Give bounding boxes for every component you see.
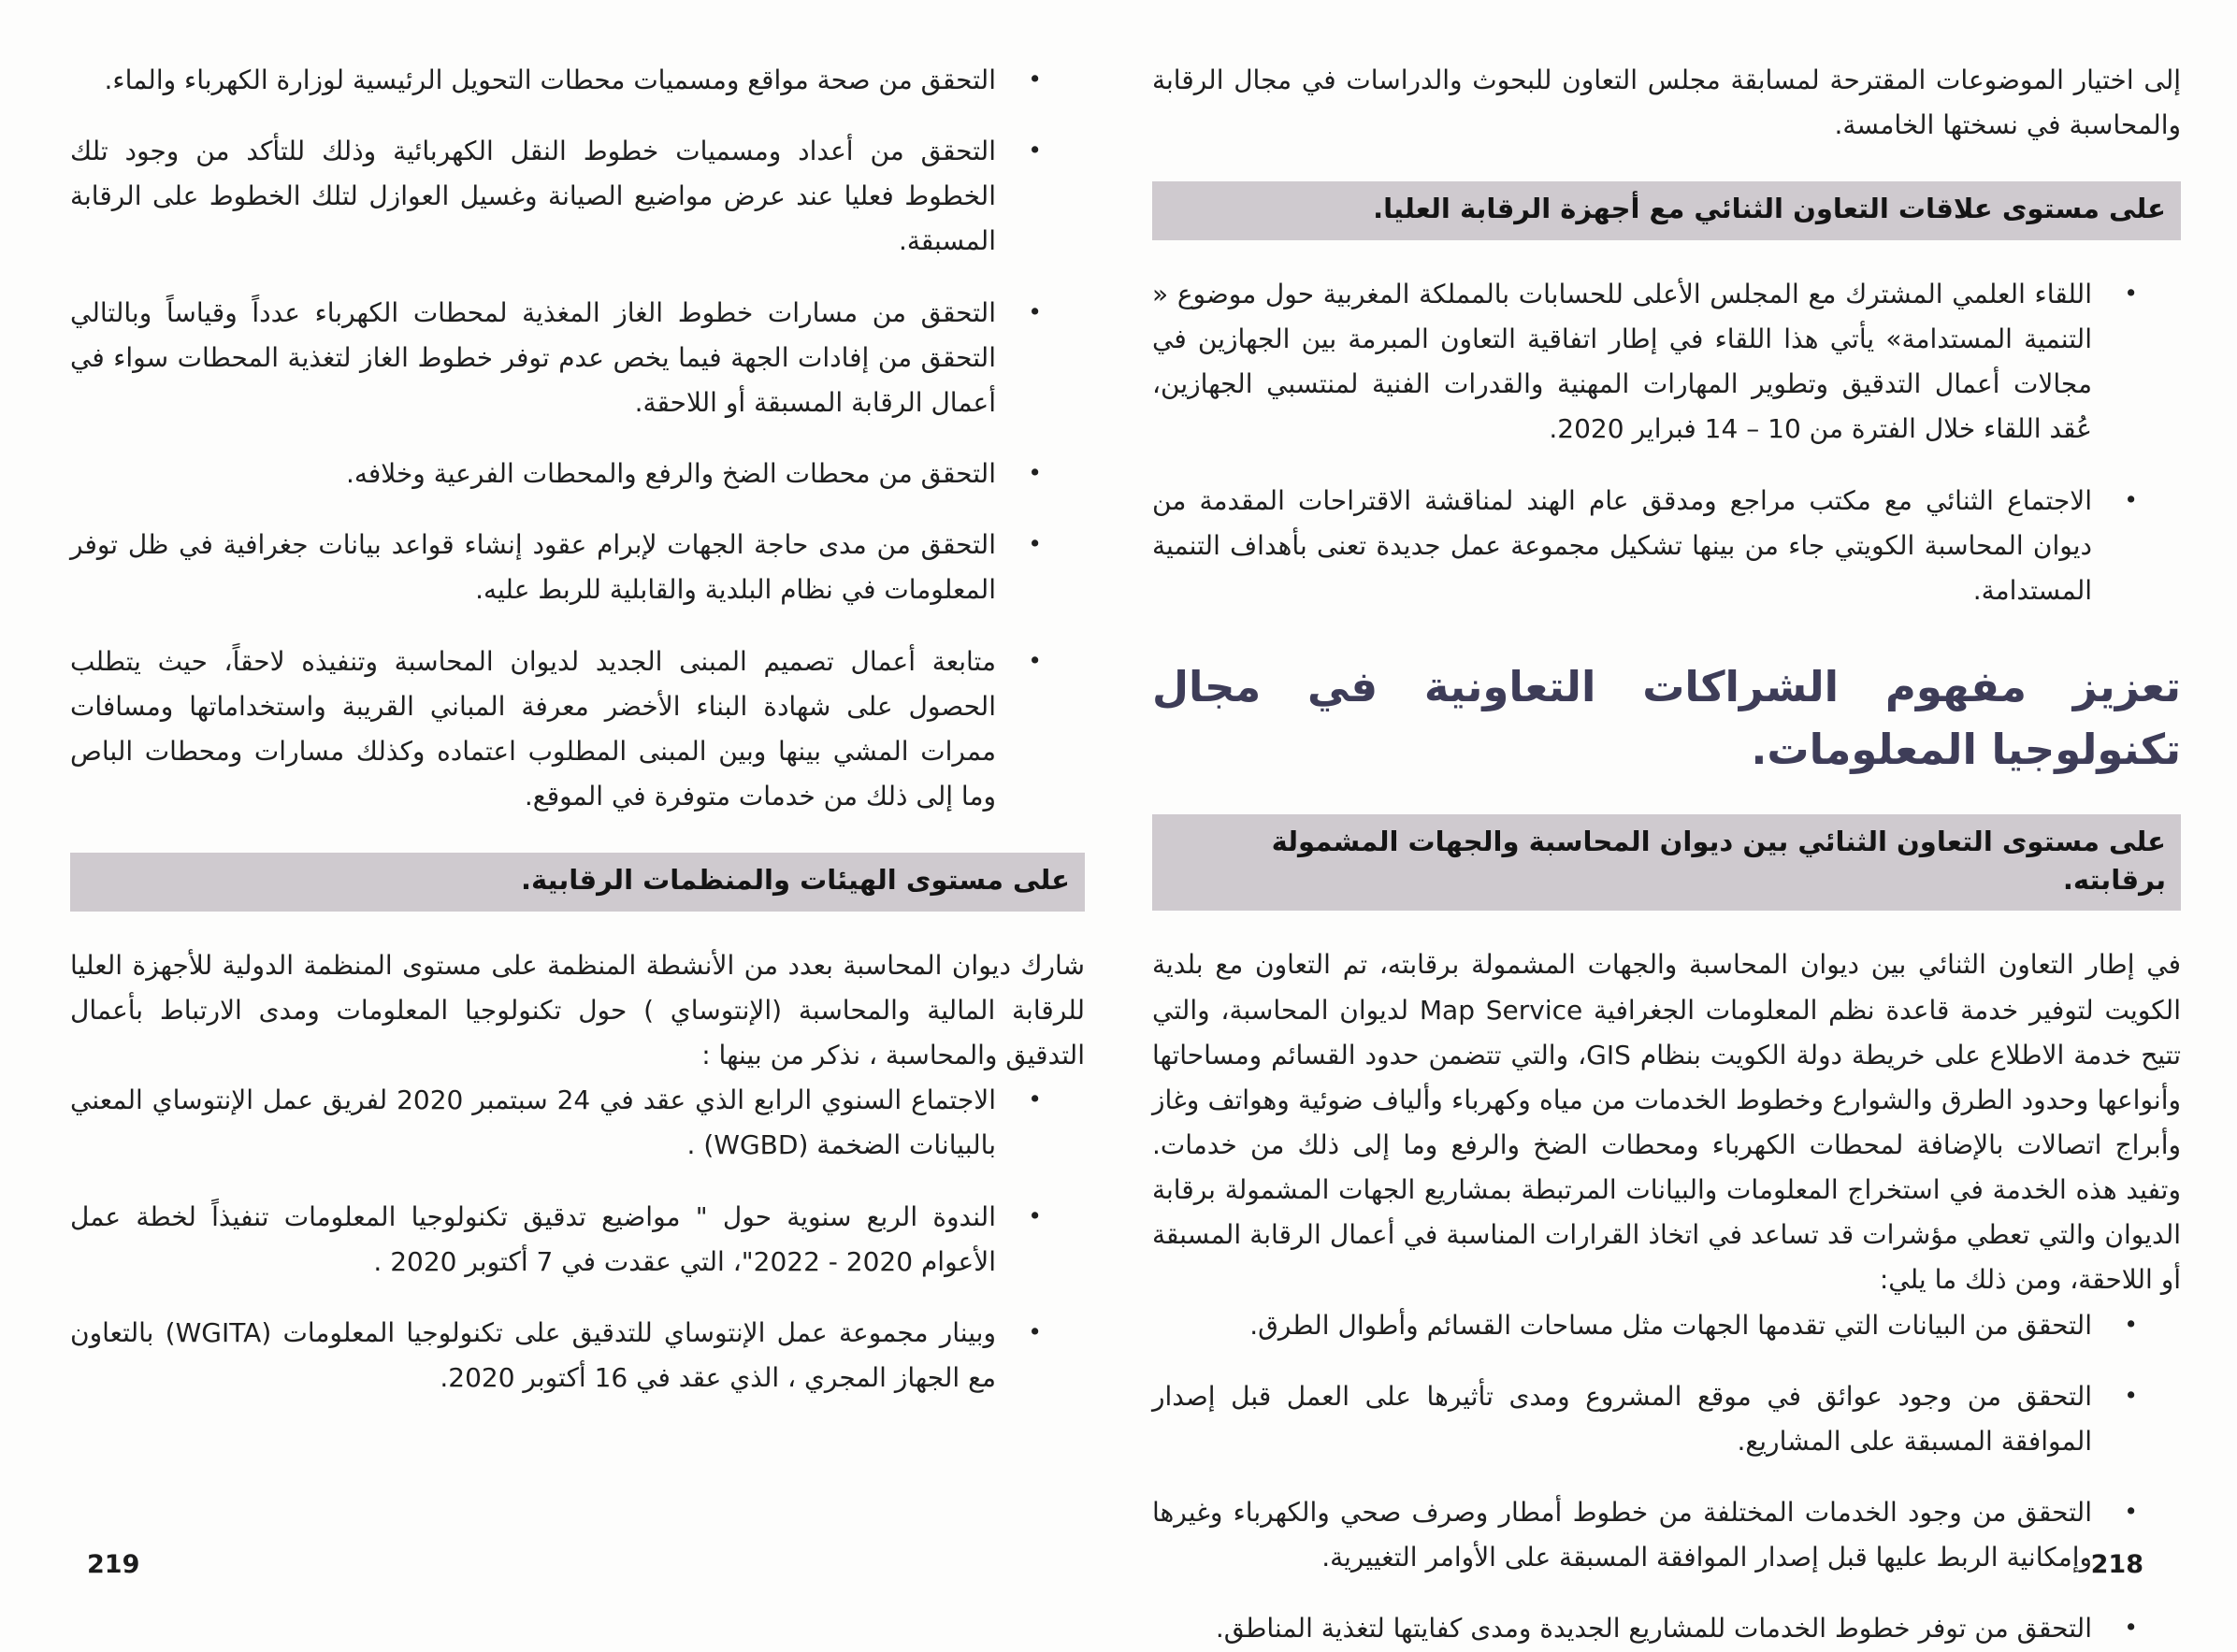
gis-verification-bullet-list bbox=[1152, 1303, 2181, 1652]
bullet-item: • متابعة أعمال تصميم المبنى الجديد لديوان المحاسبة وتنفيذه لاحقاً، حيث يتطلب الحصول على شهادة البناء الأخضر معرفة المباني القريبة واستخداماتها ومسافات ممرات المشي بينها وبين المبنى المطلوب اعتماده وكذلك مسارات ومحطات الباص وما إلى ذلك من خدمات متوفرة في الموقع. bbox=[70, 639, 1085, 820]
bullet-item: • التحقق من محطات الضخ والرفع والمحطات الفرعية وخلافه. bbox=[70, 452, 1085, 496]
audit-verification-bullet-list bbox=[70, 58, 1085, 819]
bullet-item: • التحقق من صحة مواقع ومسميات محطات التحويل الرئيسية لوزارة الكهرباء والماء. bbox=[70, 58, 1085, 103]
intosai-activities-paragraph: شارك ديوان المحاسبة بعدد من الأنشطة المنظمة على مستوى المنظمة الدولية للأجهزة العليا للرقابة المالية والمحاسبة (الإنتوساي ) حول تكنولوجيا المعلومات ومدى الارتباط بأعمال التدقيق والمحاسبة ، نذكر من بينها : bbox=[70, 949, 1085, 1071]
bullet-item: • الاجتماع السنوي الرابع الذي عقد في 24 سبتمبر 2020 لفريق عمل الإنتوساي المعني بالبيانات الضخمة (WGBD) . bbox=[70, 1078, 1085, 1168]
bullet-item: • الندوة الربع سنوية حول " مواضيع تدقيق تكنولوجيا المعلومات تنفيذاً لخطة عمل الأعوام 2020 - 2022"، التي عقدت في 7 أكتوبر 2020 . bbox=[70, 1195, 1085, 1285]
section-header-text: على مستوى الهيئات والمنظمات الرقابية. bbox=[520, 864, 1070, 897]
gis-map-service-paragraph: في إطار التعاون الثنائي بين ديوان المحاسبة والجهات المشمولة برقابته، تم التعاون مع بلدية الكويت لتوفير خدمة قاعدة نظم المعلومات الجغرافية Map Service لديوان المحاسبة، والتي تتيح خدمة الاطلاع على خريطة دولة الكويت بنظام GIS، والتي تتضمن حدود القسائم ومساحاتها وأنواعها وحدود الطرق والشوارع وخطوط الخدمات من مياه وكهرباء وألياف ضوئية وهواتف وغاز وأبراج اتصالات بالإضافة لمحطات الكهرباء ومحطات الضخ والرفع وما إلى ذلك من خدمات. وتفيد هذه الخدمة في استخراج المعلومات والبيانات المرتبطة بمشاريع الجهات المشمولة برقابة الديوان والتي تعطي مؤشرات قد تساعد في اتخاذ القرارات المناسبة في أعمال الرقابة المسبقة أو اللاحقة، ومن ذلك ما يلي: bbox=[1152, 949, 2181, 1296]
page-number-left: 219 bbox=[87, 1550, 140, 1579]
section-header-text: على مستوى علاقات التعاون الثنائي مع أجهزة الرقابة العليا. bbox=[1373, 193, 2166, 225]
page-left-219 bbox=[70, 0, 1085, 1626]
bullet-item: • التحقق من وجود عوائق في موقع المشروع ومدى تأثيرها على العمل قبل إصدار الموافقة المسبقة على المشاريع. bbox=[1152, 1374, 2181, 1464]
section-header-bilateral-sai-cooperation bbox=[1152, 181, 2181, 240]
page-right-content bbox=[1152, 0, 2181, 1652]
bullet-item: • التحقق من وجود الخدمات المختلفة من خطوط أمطار وصرف صحي والكهرباء وغيرها وإمكانية الربط عليها قبل إصدار الموافقة المسبقة على الأوامر التغييرية. bbox=[1152, 1490, 2181, 1580]
chapter-title-it-partnerships: تعزيز مفهوم الشراكات التعاونية في مجال تكنولوجيا المعلومات. bbox=[1152, 662, 2181, 774]
page-number-right: 218 bbox=[2090, 1550, 2143, 1579]
bullet-item: • التحقق من البيانات التي تقدمها الجهات مثل مساحات القسائم وأطوال الطرق. bbox=[1152, 1303, 2181, 1348]
intosai-events-bullet-list bbox=[70, 1078, 1085, 1401]
bilateral-cooperation-bullet-list bbox=[1152, 272, 2181, 613]
bullet-item: • التحقق من أعداد ومسميات خطوط النقل الكهربائية وذلك للتأكد من وجود تلك الخطوط فعليا عند عرض مواضيع الصيانة وغسيل العوازل لتلك الخطوط على الرقابة المسبقة. bbox=[70, 129, 1085, 264]
page-right-218 bbox=[1152, 0, 2181, 1645]
bullet-item: • التحقق من مدى حاجة الجهات لإبرام عقود إنشاء قواعد بيانات جغرافية في ظل توفر المعلومات في نظام البلدية والقابلية للربط عليه. bbox=[70, 523, 1085, 612]
page-left-content bbox=[70, 0, 1085, 1401]
section-header-regulatory-organizations bbox=[70, 853, 1085, 912]
bullet-item: • الاجتماع الثنائي مع مكتب مراجع ومدقق عام الهند لمناقشة الاقتراحات المقدمة من ديوان المحاسبة الكويتي جاء من بينها تشكيل مجموعة عمل جديدة تعنى بأهداف التنمية المستدامة. bbox=[1152, 479, 2181, 613]
section-header-audited-entities-cooperation bbox=[1152, 814, 2181, 911]
bullet-item: • التحقق من مسارات خطوط الغاز المغذية لمحطات الكهرباء عدداً وقياساً وبالتالي التحقق من إفادات الجهة فيما يخص عدم توفر خطوط الغاز لتغذية المحطات سواء في أعمال الرقابة المسبقة أو اللاحقة. bbox=[70, 291, 1085, 425]
gcc-competition-paragraph: إلى اختيار الموضوعات المقترحة لمسابقة مجلس التعاون للبحوث والدراسات في مجال الرقابة والمحاسبة في نسختها الخامسة. bbox=[1152, 65, 2181, 141]
bullet-item: • التحقق من توفر خطوط الخدمات للمشاريع الجديدة ومدى كفايتها لتغذية المناطق. bbox=[1152, 1606, 2181, 1651]
bullet-item: • وبينار مجموعة عمل الإنتوساي للتدقيق على تكنولوجيا المعلومات (WGITA) بالتعاون مع الجهاز المجري ، الذي عقد في 16 أكتوبر 2020. bbox=[70, 1311, 1085, 1401]
bullet-item: • اللقاء العلمي المشترك مع المجلس الأعلى للحسابات بالمملكة المغربية حول موضوع « التنمية المستدامة» يأتي هذا اللقاء في إطار اتفاقية التعاون المبرمة بين الجهازين في مجالات أعمال التدقيق وتطوير المهارات المهنية والقدرات الفنية لمنتسبي الجهازين، عُقد اللقاء خلال الفترة من 10 – 14 فبراير 2020. bbox=[1152, 272, 2181, 453]
section-header-text: على مستوى التعاون الثنائي بين ديوان المحاسبة والجهات المشمولة برقابته. bbox=[1271, 826, 2166, 896]
